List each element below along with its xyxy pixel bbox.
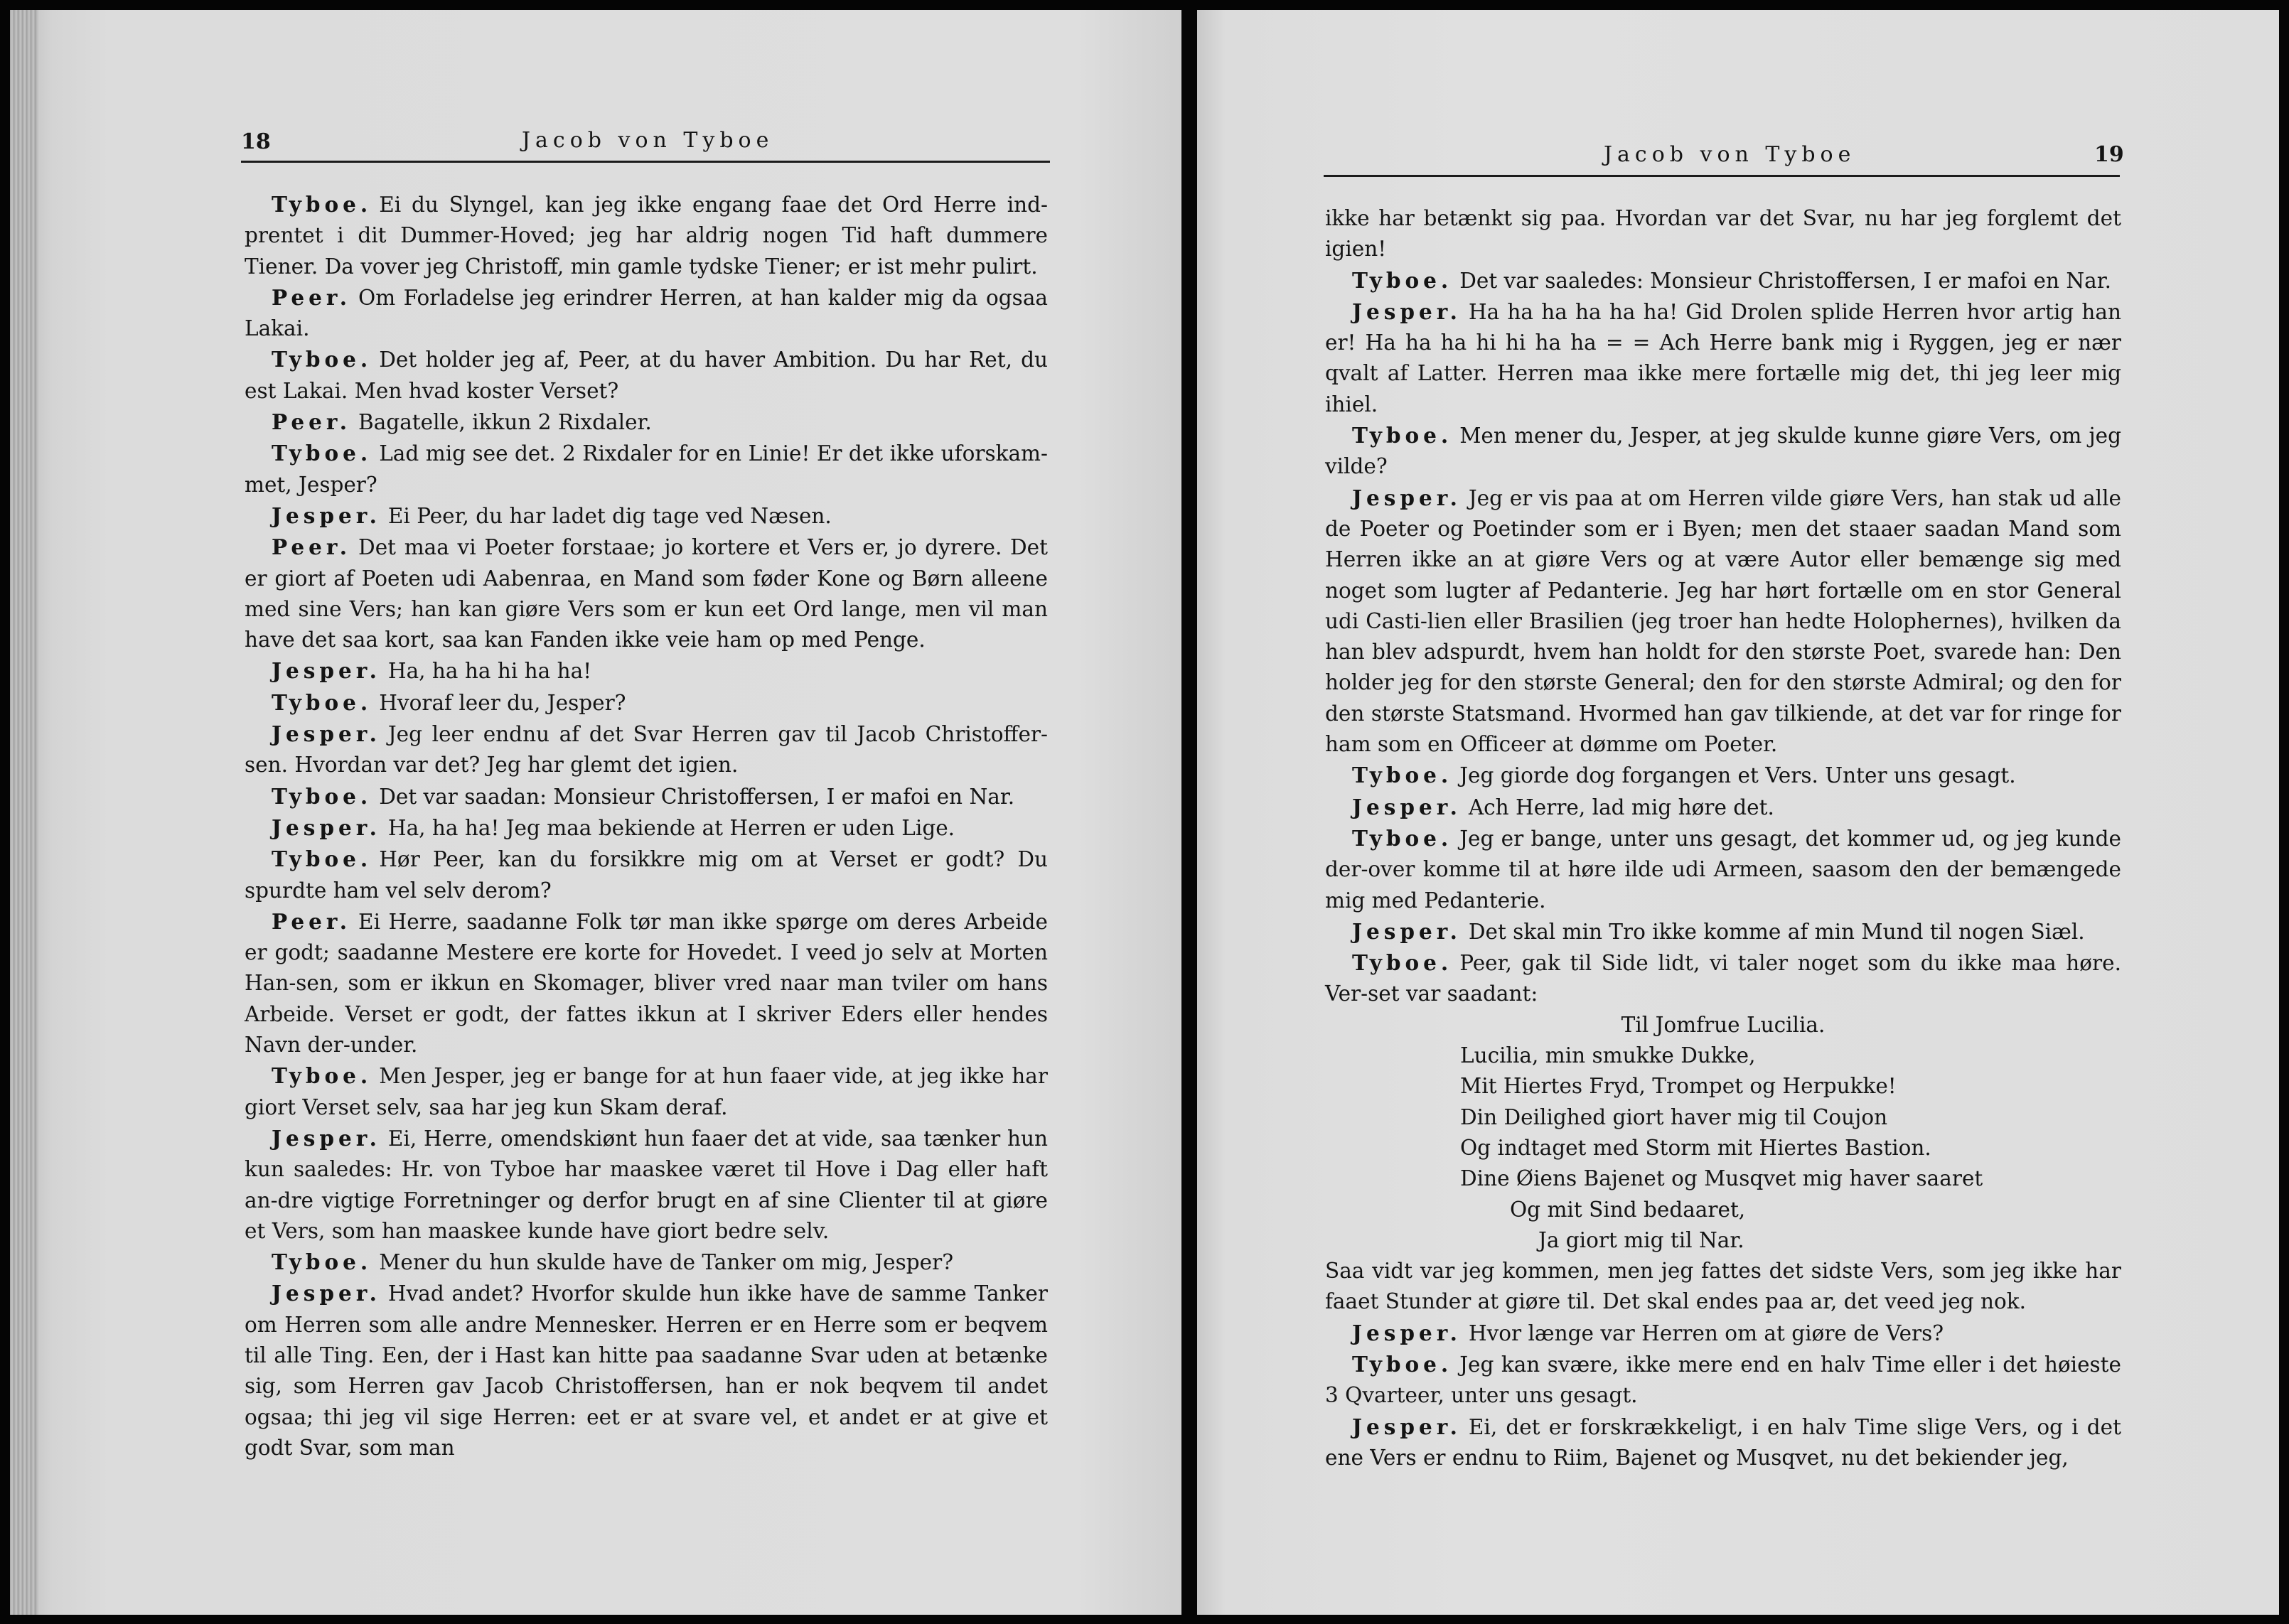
dialogue-paragraph: [245, 719, 1048, 781]
dialogue-paragraph: [245, 844, 1048, 906]
dialogue-text: Jeg giorde dog forgangen et Vers. Unter uns gesagt.: [1459, 763, 2016, 788]
left-page-body: [245, 189, 1048, 1463]
speaker-name: Peer.: [272, 284, 352, 310]
speaker-name: Tyboe.: [1352, 825, 1453, 851]
dialogue-text: Hvoraf leer du, Jesper?: [379, 690, 626, 715]
poem-line: Dine Øiens Bajenet og Musqvet mig haver saaret: [1460, 1166, 1983, 1191]
speaker-name: Tyboe.: [1352, 423, 1453, 448]
dialogue-text: Bagatelle, ikkun 2 Rixdaler.: [358, 410, 652, 435]
speaker-name: Tyboe.: [272, 689, 372, 715]
right-page-body: [1325, 203, 2121, 1473]
poem-line: Din Deilighed giort haver mig til Coujon: [1460, 1104, 1888, 1129]
speaker-name: Jesper.: [272, 658, 381, 684]
narrative-paragraph: Saa vidt var jeg kommen, men jeg fattes det sidste Vers, som jeg ikke har faaet Stunder at giøre til. Det skal endes paa ar, det veed jeg nok.: [1325, 1259, 2121, 1314]
dialogue-text: Hvad andet? Hvorfor skulde hun ikke have de samme Tanker om Herren som alle andre Mennesker. Herren er en Herre som er beqvem til alle Ting. Een, der i Hast kan hitte paa saadanne Svar uden at betænke sig, som Herren gav Jacob Christoffersen, han er nok beqvem til andet ogsaa; thi jeg vil sige Herren: eet er at svare vel, et andet er at give et godt Svar, som man: [245, 1281, 1048, 1460]
speaker-name: Jesper.: [1352, 299, 1462, 324]
speaker-name: Tyboe.: [272, 1063, 372, 1089]
dialogue-text: Det var saaledes: Monsieur Christoffersen, I er mafoi en Nar.: [1459, 268, 2111, 293]
dialogue-text: Peer, gak til Side lidt, vi taler noget som du ikke maa høre. Ver-set var saadant:: [1325, 951, 2121, 1006]
speaker-name: Peer.: [272, 534, 352, 560]
dialogue-text: Men mener du, Jesper, at jeg skulde kunne giøre Vers, om jeg vilde?: [1325, 424, 2121, 479]
dialogue-text: Ei du Slyngel, kan jeg ikke engang faae det Ord Herre ind-prentet i dit Dummer-Hoved; jeg har aldrig nogen Tid haft dummere Tiener. Da vover jeg Christoff, min gamle tydske Tiener; er ist mehr pulirt.: [245, 193, 1048, 279]
speaker-name: Tyboe.: [272, 192, 372, 217]
dialogue-paragraph: [1325, 1411, 2121, 1474]
dialogue-text: Men Jesper, jeg er bange for at hun faaer vide, at jeg ikke har giort Verset selv, saa har jeg kun Skam deraf.: [245, 1064, 1048, 1119]
speaker-name: Tyboe.: [272, 1249, 372, 1275]
speaker-name: Tyboe.: [272, 441, 372, 466]
dialogue-text: Det var saadan: Monsieur Christoffersen, I er mafoi en Nar.: [379, 784, 1015, 809]
dialogue-text: Jeg er vis paa at om Herren vilde giøre Vers, han stak ud alle de Poeter og Poetinder som er i Byen; men det staaer saadan Mand som Herren ikke an at giøre Vers og at være Autor eller bemænge sig med noget som lugter af Pedanterie. Jeg har hørt fortælle om en stor General udi Casti-lien eller Brasilien (jeg troer han hedte Holophernes), hvilken da han blev adspurdt, hvem han holdt for den største Poet, svarede han: Den holder jeg for den største General; den for den største Admiral; og den for den største Statsmand. Hvormed han gav tilkiende, at det var for ringe for ham som en Officeer at dømme om Poeter.: [1325, 485, 2121, 757]
dialogue-text: Det maa vi Poeter forstaae; jo kortere et Vers er, jo dyrere. Det er giort af Poeten udi Aabenraa, en Mand som føder Kone og Børn alleene med sine Vers; han kan giøre Vers som er kun eet Ord lange, men vil man have det saa kort, saa kan Fanden ikke veie ham op med Penge.: [245, 535, 1048, 652]
dialogue-paragraph: [245, 687, 1048, 719]
dialogue-paragraph: [1325, 947, 2121, 1010]
dialogue-paragraph: [1325, 916, 2121, 947]
dialogue-text: Ei, Herre, omendskiønt hun faaer det at vide, saa tænker hun kun saaledes: Hr. von Tyboe har maaskee været til Hove i Dag eller haft an-dre vigtige Forretninger og derfor brugt en af sine Clienter til at giøre et Vers, som han maaskee kunde have giort bedre selv.: [245, 1126, 1048, 1243]
speaker-name: Jesper.: [1352, 918, 1462, 944]
speaker-name: Tyboe.: [1352, 950, 1453, 976]
dialogue-paragraph: [1325, 420, 2121, 483]
speaker-name: Tyboe.: [272, 846, 372, 872]
header-rule: [241, 161, 1050, 163]
speaker-name: Jesper.: [272, 1125, 381, 1151]
dialogue-text: Ei, det er forskrækkeligt, i en halv Time slige Vers, og i det ene Vers er endnu to Riim, Bajenet og Musqvet, nu det bekiender jeg,: [1325, 1414, 2121, 1470]
dialogue-text: Ach Herre, lad mig høre det.: [1468, 795, 1774, 819]
poem-line: Ja giort mig til Nar.: [1538, 1227, 1744, 1252]
dialogue-paragraph: [1325, 1349, 2121, 1411]
dialogue-paragraph: [245, 189, 1048, 282]
dialogue-text: Ha, ha ha! Jeg maa bekiende at Herren er uden Lige.: [387, 815, 955, 840]
dialogue-text: Jeg kan svære, ikke mere end en halv Time eller i det høieste 3 Qvarteer, unter uns gesagt.: [1325, 1352, 2121, 1408]
speaker-name: Jesper.: [272, 721, 381, 747]
dialogue-paragraph: [1325, 823, 2121, 916]
dialogue-paragraph: [245, 532, 1048, 655]
right-page: [1197, 10, 2279, 1615]
dialogue-paragraph: [1325, 483, 2121, 760]
speaker-name: Tyboe.: [1352, 1351, 1453, 1377]
speaker-name: Tyboe.: [1352, 267, 1453, 293]
dialogue-paragraph: [1325, 792, 2121, 823]
speaker-name: Peer.: [272, 908, 352, 934]
dialogue-paragraph: [245, 655, 1048, 687]
dialogue-text: Lad mig see det. 2 Rixdaler for en Linie! Er det ikke uforskam-met, Jesper?: [245, 441, 1048, 497]
speaker-name: Jesper.: [272, 1281, 381, 1306]
dialogue-paragraph: [245, 906, 1048, 1060]
poem-line: Og indtaget med Storm mit Hiertes Bastion.: [1460, 1135, 1931, 1160]
dialogue-text: Ei Peer, du har ladet dig tage ved Næsen.: [387, 503, 832, 528]
dialogue-paragraph: [245, 438, 1048, 500]
dialogue-paragraph: [245, 1060, 1048, 1123]
poem-line: Og mit Sind bedaaret,: [1510, 1197, 1746, 1222]
running-title: Jacob von Tyboe: [522, 128, 774, 153]
dialogue-paragraph: [245, 1278, 1048, 1463]
speaker-name: Peer.: [272, 409, 352, 435]
dialogue-text: Ha ha ha ha ha ha! Gid Drolen splide Herren hvor artig han er! Ha ha ha hi hi ha ha = = Ach Herre bank mig i Ryggen, jeg er nær qvalt af Latter. Herren maa ikke mere fortælle mig det, thi jeg leer mig ihiel.: [1325, 299, 2121, 416]
dialogue-paragraph: [1325, 296, 2121, 420]
dialogue-text: Jeg leer endnu af det Svar Herren gav til Jacob Christoffer-sen. Hvordan var det? Jeg har glemt det igien.: [245, 722, 1048, 778]
dialogue-paragraph: [245, 812, 1048, 844]
speaker-name: Jesper.: [1352, 794, 1462, 819]
dialogue-text: Mener du hun skulde have de Tanker om mig, Jesper?: [379, 1250, 954, 1275]
running-title: Jacob von Tyboe: [1604, 142, 1856, 167]
dialogue-paragraph: [245, 344, 1048, 407]
page-number: 18: [241, 129, 271, 154]
dialogue-text: Det holder jeg af, Peer, at du haver Ambition. Du har Ret, du est Lakai. Men hvad koster Verset?: [245, 348, 1048, 403]
speaker-name: Jesper.: [272, 502, 381, 528]
header-rule: [1324, 175, 2120, 177]
dialogue-text: Hvor længe var Herren om at giøre de Vers?: [1468, 1321, 1944, 1345]
page-number: 19: [2094, 142, 2124, 167]
dialogue-text: Hør Peer, kan du forsikkre mig om at Verset er godt? Du spurdte ham vel selv derom?: [245, 847, 1048, 903]
dialogue-paragraph: [245, 1247, 1048, 1278]
left-page: [10, 10, 1181, 1615]
poem-title: Til Jomfrue Lucilia.: [1621, 1012, 1826, 1037]
dialogue-paragraph: [245, 500, 1048, 532]
dialogue-paragraph: [245, 1123, 1048, 1247]
dialogue-text: Ha, ha ha hi ha ha!: [387, 659, 592, 684]
speaker-name: Tyboe.: [272, 347, 372, 372]
dialogue-paragraph: [245, 781, 1048, 812]
speaker-name: Jesper.: [1352, 485, 1462, 510]
dialogue-paragraph: [245, 282, 1048, 345]
speaker-name: Tyboe.: [272, 783, 372, 809]
dialogue-text: Det skal min Tro ikke komme af min Mund til nogen Siæl.: [1468, 919, 2085, 944]
continued-paragraph: ikke har betænkt sig paa. Hvordan var det Svar, nu har jeg forglemt det igien!: [1325, 206, 2121, 262]
poem: [1325, 1010, 2121, 1256]
speaker-name: Jesper.: [1352, 1320, 1462, 1345]
dialogue-text: Om Forladelse jeg erindrer Herren, at han kalder mig da ogsaa Lakai.: [245, 285, 1048, 341]
speaker-name: Tyboe.: [1352, 763, 1453, 788]
dialogue-paragraph: [1325, 760, 2121, 791]
dialogue-paragraph: [1325, 265, 2121, 296]
dialogue-paragraph: [1325, 1318, 2121, 1349]
page-edge-stack: [10, 10, 38, 1615]
speaker-name: Jesper.: [272, 814, 381, 840]
dialogue-text: Ei Herre, saadanne Folk tør man ikke spørge om deres Arbeide er godt; saadanne Mestere ere korte for Hovedet. I veed jo selv at Morten Han-sen, som er ikkun en Skomager, bliver vred naar man tviler om hans Arbeide. Verset er godt, der fattes ikkun at I skriver Eders eller hendes Navn der-under.: [245, 909, 1048, 1058]
dialogue-paragraph: [245, 407, 1048, 438]
speaker-name: Jesper.: [1352, 1414, 1462, 1439]
poem-line: Lucilia, min smukke Dukke,: [1460, 1043, 1756, 1068]
poem-line: Mit Hiertes Fryd, Trompet og Herpukke!: [1460, 1074, 1897, 1099]
dialogue-text: Jeg er bange, unter uns gesagt, det kommer ud, og jeg kunde der-over komme til at høre ilde udi Armeen, saasom den der bemængede mig med Pedanterie.: [1325, 826, 2121, 913]
